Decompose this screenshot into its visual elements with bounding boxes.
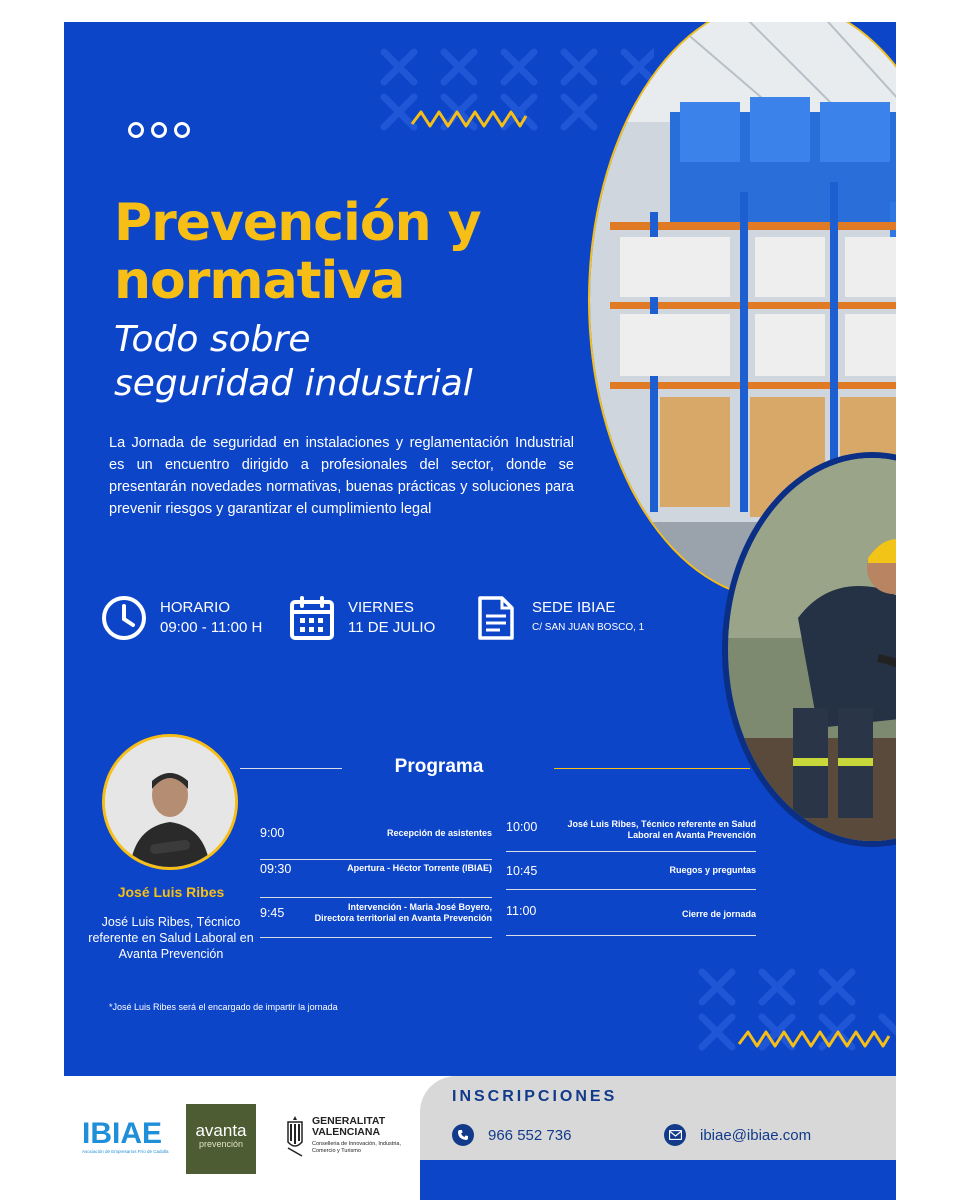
ibiae-logo-tagline: Asociación de Empresarios Frío de Cadolla bbox=[82, 1149, 169, 1154]
program-row bbox=[506, 816, 756, 852]
venue-label: SEDE IBIAE bbox=[532, 599, 616, 616]
program-time: 9:00 bbox=[260, 826, 285, 840]
speaker-description: José Luis Ribes, Técnico referente en Salud Laboral en Avanta Prevención bbox=[88, 915, 254, 961]
program-row bbox=[260, 822, 492, 860]
gva-dept: Conselleria de Innovación, Industria, Comercio y Turismo bbox=[312, 1141, 401, 1154]
subtitle-line-1: Todo sobre bbox=[114, 319, 311, 360]
calendar-icon bbox=[288, 594, 336, 642]
program-title: Programa bbox=[394, 756, 484, 777]
footer-band bbox=[420, 1160, 896, 1200]
avanta-logo-line1: avanta bbox=[195, 1121, 247, 1140]
program-row bbox=[506, 900, 756, 936]
registration-title: INSCRIPCIONES bbox=[452, 1088, 618, 1105]
ibiae-logo bbox=[82, 1117, 169, 1154]
poster-title bbox=[114, 194, 481, 310]
program-desc: Ruegos y preguntas bbox=[669, 865, 756, 875]
program-desc: Cierre de jornada bbox=[681, 909, 756, 919]
program-row bbox=[260, 860, 492, 898]
mail-icon bbox=[664, 1124, 686, 1146]
date-value: 11 DE JULIO bbox=[348, 619, 436, 636]
coat-of-arms-icon bbox=[284, 1116, 306, 1160]
program-desc: Recepción de asistentes bbox=[386, 828, 492, 838]
venue-address: C/ SAN JUAN BOSCO, 1 bbox=[532, 622, 645, 633]
zigzag-top-icon bbox=[409, 106, 529, 132]
title-line-1: Prevención y bbox=[114, 193, 481, 253]
phone-number: 966 552 736 bbox=[488, 1126, 572, 1144]
program-time: 10:00 bbox=[506, 820, 538, 834]
program-time: 10:45 bbox=[506, 864, 538, 878]
info-schedule bbox=[100, 594, 262, 642]
program-row bbox=[506, 860, 756, 890]
speaker-avatar bbox=[102, 734, 238, 870]
document-icon bbox=[472, 594, 520, 642]
schedule-label: HORARIO bbox=[160, 599, 231, 616]
program-row bbox=[260, 900, 492, 938]
avanta-logo bbox=[186, 1104, 256, 1174]
event-poster bbox=[64, 22, 896, 1200]
program-time: 9:45 bbox=[260, 906, 285, 920]
title-line-2: normativa bbox=[114, 251, 405, 311]
dot-icon bbox=[128, 122, 144, 138]
phone-icon bbox=[452, 1124, 474, 1146]
gva-line2: VALENCIANA bbox=[312, 1126, 381, 1138]
intro-paragraph: La Jornada de seguridad en instalaciones y reglamentación Industrial es un encuentro dirigido a profesionales del sector, donde se presentarán novedades normativas, buenas prácticas y soluciones para prevenir riesgos y garantizar el cumplimiento legal bbox=[109, 435, 574, 517]
email-address: ibiae@ibiae.com bbox=[700, 1126, 812, 1144]
avanta-logo-line2: prevención bbox=[198, 1139, 244, 1149]
program-divider-left bbox=[240, 768, 342, 769]
decorative-dots bbox=[128, 122, 190, 138]
generalitat-logo bbox=[284, 1116, 422, 1160]
contact-email[interactable] bbox=[664, 1124, 811, 1146]
subtitle-line-2: seguridad industrial bbox=[114, 363, 473, 404]
gva-line1: GENERALITAT bbox=[312, 1115, 386, 1127]
program-time: 11:00 bbox=[506, 904, 537, 918]
info-date bbox=[288, 594, 435, 642]
schedule-value: 09:00 - 11:00 H bbox=[160, 619, 263, 636]
program-time: 09:30 bbox=[260, 862, 292, 876]
ibiae-logo-text: IBIAE bbox=[82, 1117, 163, 1150]
speaker-name: José Luis Ribes bbox=[117, 884, 225, 900]
info-venue bbox=[472, 594, 644, 642]
dot-icon bbox=[151, 122, 167, 138]
footnote: *José Luis Ribes será el encargado de impartir la jornada bbox=[109, 1002, 338, 1012]
program-desc: Apertura - Héctor Torrente (IBIAE) bbox=[347, 863, 492, 873]
clock-icon bbox=[100, 594, 148, 642]
program-divider-right bbox=[554, 768, 750, 769]
poster-subtitle bbox=[114, 318, 473, 406]
zigzag-bottom-icon bbox=[736, 1026, 892, 1052]
contact-phone[interactable] bbox=[452, 1124, 571, 1146]
date-label: VIERNES bbox=[348, 599, 414, 616]
program-desc: Intervención - Maria José Boyero, Directora territorial en Avanta Prevención bbox=[314, 902, 492, 923]
program-desc: José Luis Ribes, Técnico referente en Salud Laboral en Avanta Prevención bbox=[567, 819, 756, 840]
dot-icon bbox=[174, 122, 190, 138]
